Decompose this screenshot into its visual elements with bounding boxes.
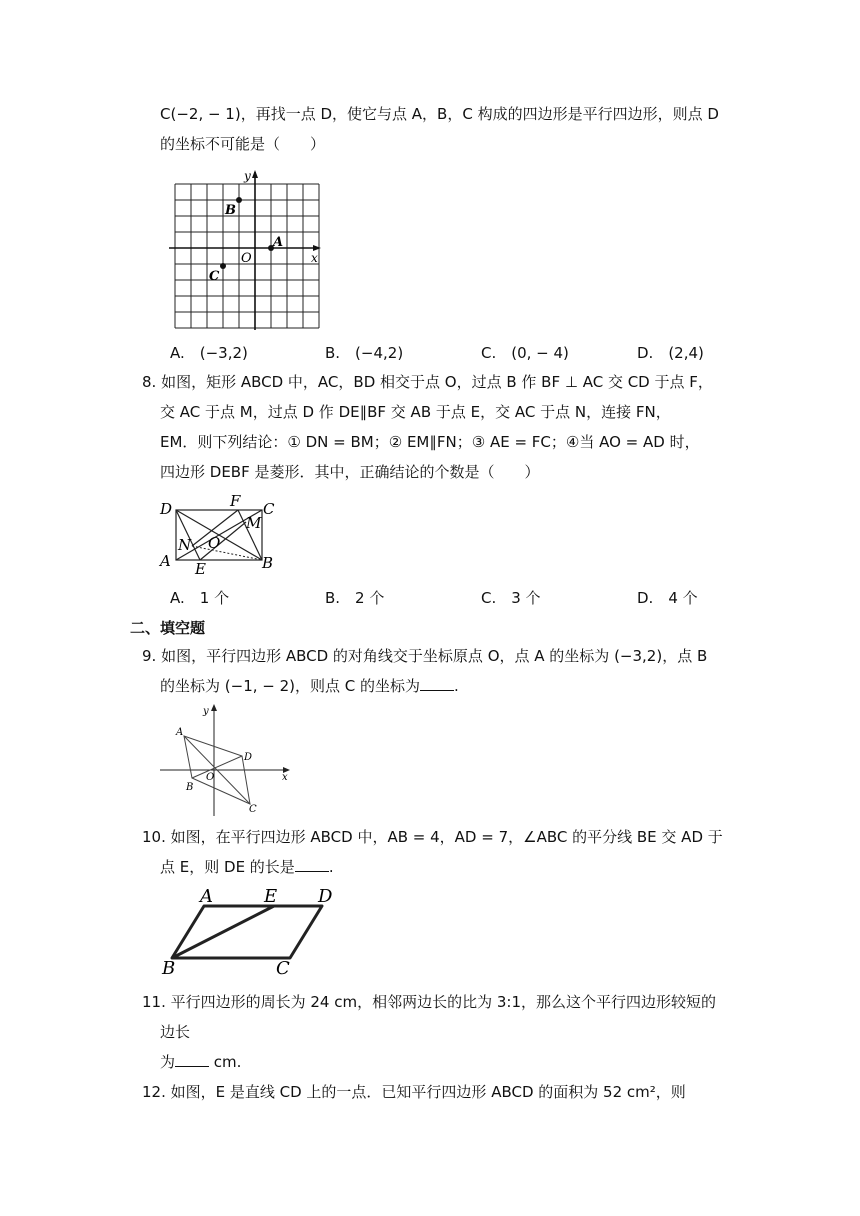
q8-option-b: B. 2 个 [325,589,385,607]
q8-b-label: B [262,554,274,572]
q9-line2-text: 的坐标为 (−1, − 2)，则点 C 的坐标为 [160,677,421,695]
q10-parallelogram-figure [158,882,348,978]
q8-a-label: A [160,552,171,570]
q11-line2: 边长 [160,1023,191,1041]
q8-line3: EM．则下列结论：① DN = BM；② EM∥FN；③ AE = FC；④当 AO = AD 时， [160,433,700,451]
q7-line1: C(−2, − 1)，再找一点 D，使它与点 A，B，C 构成的四边形是平行四边形，则点 D [160,105,719,123]
q10-d-label: D [318,886,333,907]
q7-x-label: x [311,251,318,265]
q8-line2: 交 AC 于点 M，过点 D 作 DE∥BF 交 AB 于点 E，交 AC 于点 N，连接 FN， [160,403,671,421]
q10-line2-end: . [328,858,334,876]
q10-line1: 10. 如图，在平行四边形 ABCD 中，AB = 4，AD = 7，∠ABC 的平分线 BE 交 AD 于 [142,828,723,846]
q8-c-label: C [263,500,275,518]
q7-option-a: A. (−3,2) [170,344,248,362]
q9-y-label: y [203,706,209,717]
q12-line1: 12. 如图，E 是直线 CD 上的一点．已知平行四边形 ABCD 的面积为 52 cm²，则 [142,1083,686,1101]
q10-line2 [160,857,334,877]
q8-option-d: D. 4 个 [637,589,698,607]
q9-coordinate-figure [156,700,296,818]
q8-o-label: O [208,534,221,552]
q9-line2 [160,676,459,696]
q8-e-label: E [195,560,206,578]
q8-line1: 8. 如图，矩形 ABCD 中，AC，BD 相交于点 O，过点 B 作 BF ⊥ AC 交 CD 于点 F， [142,373,713,391]
q7-a-label: A [273,235,284,250]
q8-line4: 四边形 DEBF 是菱形．其中，正确结论的个数是（ ） [160,463,540,481]
q7-option-c: C. (0, − 4) [481,344,569,362]
section-title: 二、填空题 [130,619,206,637]
q8-option-c: C. 3 个 [481,589,541,607]
q10-c-label: C [276,958,290,978]
q9-b-label: B [186,782,194,793]
q7-option-d: D. (2,4) [637,344,704,362]
q10-answer-blank[interactable] [295,857,329,872]
q7-y-label: y [244,169,251,183]
q7-grid-figure [165,168,325,334]
q8-n-label: N [178,536,192,554]
q8-option-a: A. 1 个 [170,589,230,607]
q11-answer-blank[interactable] [175,1052,209,1067]
q10-a-label: A [200,886,213,907]
q9-a-label: A [176,727,184,738]
q7-option-b: B. (−4,2) [325,344,404,362]
q7-c-label: C [209,269,220,284]
q8-d-label: D [160,500,173,518]
q9-line1: 9. 如图，平行四边形 ABCD 的对角线交于坐标原点 O，点 A 的坐标为 (−3,2)，点 B [142,647,708,665]
q9-line2-end: . [454,677,459,695]
q9-x-label: x [282,772,288,783]
q7-o-label: O [241,251,252,266]
q11-line3-end: cm. [209,1053,242,1071]
q11-line3 [160,1052,241,1072]
q7-line2: 的坐标不可能是（ ） [160,135,326,153]
q8-rectangle-figure [158,490,278,578]
q9-answer-blank[interactable] [420,676,454,691]
q8-m-label: M [246,514,262,532]
q9-c-label: C [249,804,257,815]
q9-o-label: O [206,772,215,783]
q10-line2-text: 点 E，则 DE 的长是 [160,858,295,876]
q7-b-label: B [225,203,236,218]
q9-d-label: D [244,752,253,763]
q8-f-label: F [230,492,241,510]
q11-line3-text: 为 [160,1053,176,1071]
q11-line1: 11. 平行四边形的周长为 24 cm，相邻两边长的比为 3:1，那么这个平行四边形较短的 [142,993,717,1011]
q10-e-label: E [264,886,278,907]
q10-b-label: B [162,958,176,978]
